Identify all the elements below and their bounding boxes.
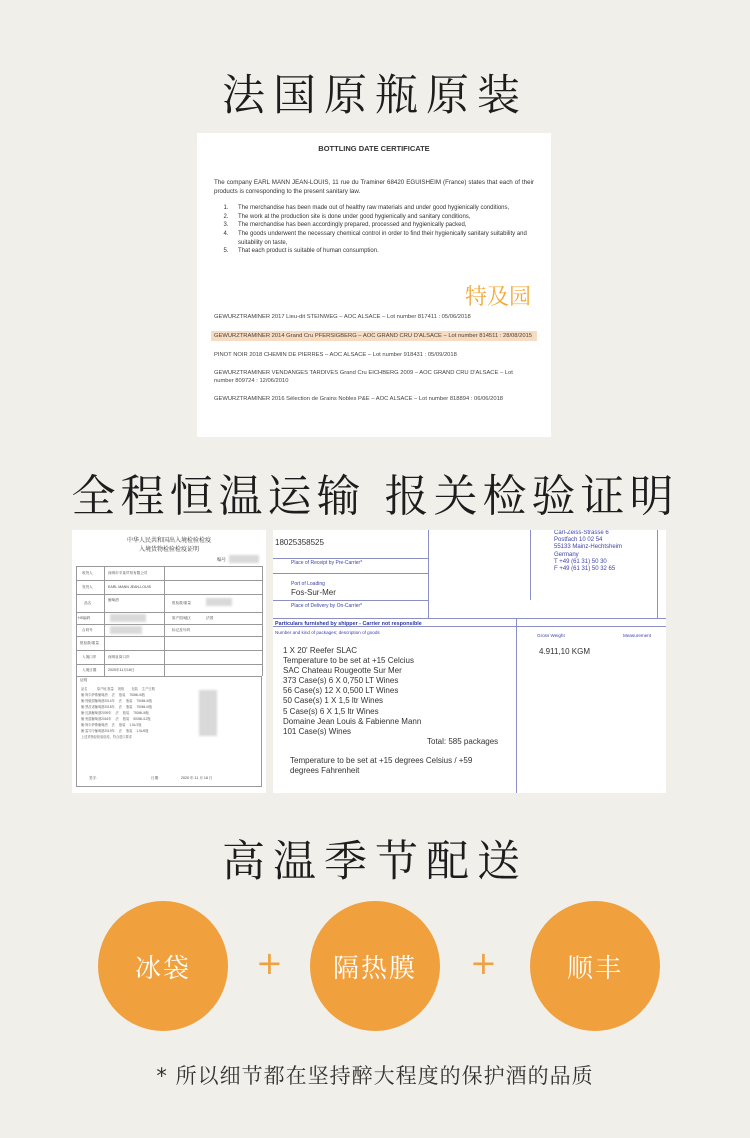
redaction-blur bbox=[206, 598, 232, 606]
table-label: 收货人 bbox=[82, 571, 93, 575]
footnote: * 所以细节都在坚持醉大程度的保护酒的品质 bbox=[156, 1064, 594, 1088]
wine-lot: GEWURZTRAMINER 2017 Lieu-dit STEINWEG – AOC ALSACE – Lot number 817411 : 05/06/2018 bbox=[214, 314, 471, 320]
certificate-item: 1. The merchandise has been made out of healthy raw materials and under good hygienically conditions, bbox=[223, 205, 510, 212]
cargo-line: 50 Case(s) 1 X 1,5 ltr Wines bbox=[283, 696, 384, 706]
measurement-header: Measurement bbox=[623, 633, 652, 638]
inspection-goods-box bbox=[76, 676, 262, 787]
table-label: 入境口岸 bbox=[82, 655, 97, 659]
cargo-description bbox=[283, 646, 421, 737]
wine-lot-list bbox=[214, 313, 534, 413]
goods-line: 葡·特级园葡萄酒2014年 法 瓶装 750ML/6瓶 bbox=[81, 699, 153, 703]
signature-label: 签字： bbox=[89, 776, 100, 780]
total-packages: Total: 585 packages bbox=[427, 737, 499, 746]
certificate-list bbox=[214, 204, 534, 256]
table-label: 标记及号码 bbox=[172, 628, 190, 632]
wine-lot: PINOT NOIR 2018 CHEMIN DE PIERRES – AOC ALSACE – Lot number 918431 : 05/09/2018 bbox=[214, 352, 457, 358]
cargo-line: SAC Chateau Rougeotte Sur Mer bbox=[283, 666, 402, 676]
table-label: 入境日期 bbox=[82, 668, 97, 672]
cargo-line: 56 Case(s) 12 X 0,500 LT Wines bbox=[283, 686, 399, 696]
sf-express-badge: 顺丰 bbox=[530, 901, 660, 1031]
redaction-blur bbox=[229, 555, 259, 563]
date-value: 2020 年 11 月 18 日 bbox=[181, 776, 213, 780]
goods-line: 葡·阿尔萨斯葡萄酒 法 瓶装 750ML/6瓶 bbox=[81, 693, 145, 697]
redaction-blur bbox=[110, 626, 142, 634]
table-value: EARL MANN JEAN-LOUIS bbox=[108, 585, 152, 589]
goods-line: 葡·阿尔萨斯葡萄酒 法 瓶装 1.5L/1瓶 bbox=[81, 723, 142, 727]
certificate-item: 5. That each product is suitable of human consumption. bbox=[223, 248, 379, 255]
inspection-table bbox=[76, 566, 262, 676]
plus-icon: + bbox=[256, 944, 283, 982]
date-label: 日期： bbox=[151, 776, 162, 780]
goods-line: 葡·迟摘葡萄酒2009年 法 瓶装 750ML/6瓶 bbox=[81, 711, 149, 715]
plus-icon: + bbox=[470, 944, 497, 982]
carrier-address: Carl-Zeiss-Strasse 6 Postfach 10 02 54 55133 Mainz-Hechtsheim Germany T +49 (61 31) 50 30 F +49 (61 31) 50 32 65 bbox=[554, 530, 623, 573]
heading-original-bottle: 法国原瓶原装 bbox=[222, 71, 528, 121]
packages-header: Number and kind of packages; description of goods bbox=[275, 630, 380, 635]
gross-weight-value: 4.911,10 KGM bbox=[539, 647, 590, 656]
table-value: 深圳皇岗口岸 bbox=[108, 655, 130, 659]
certificate-intro: The company EARL MANN JEAN-LOUIS, 11 rue du Traminer 68420 EGUISHEIM (France) states that each of their products is corresponding to the present sanitary law. bbox=[214, 179, 534, 195]
place-receipt-label: Place of Receipt by Pre-Carrier* bbox=[291, 560, 363, 566]
port-loading-value: Fos-Sur-Mer bbox=[291, 588, 336, 597]
port-loading-label: Port of Loading bbox=[291, 581, 325, 587]
cargo-line: Temperature to be set at +15 Celcius bbox=[283, 656, 414, 666]
phone-number: 18025358525 bbox=[275, 538, 324, 547]
inspection-number-label: 编号 bbox=[217, 557, 226, 562]
redaction-blur bbox=[110, 614, 146, 622]
table-value: 葡萄酒 bbox=[108, 598, 119, 602]
table-label: 报检数/重量 bbox=[80, 641, 99, 645]
section-label: 证明 bbox=[80, 678, 88, 682]
brand-watermark: 特及园 bbox=[464, 284, 531, 309]
temperature-note: degrees Fahrenheit bbox=[290, 766, 360, 775]
shipper-header: Particulars furnished by shipper - Carrier not responsible bbox=[275, 621, 422, 627]
goods-line: 上述货物经检验检疫，符合进口要求 bbox=[81, 735, 132, 739]
goods-line: 葡·贵腐葡萄酒2016年 法 瓶装 500ML/12瓶 bbox=[81, 717, 151, 721]
inspection-title: 中华人民共和国出入境检验检疫 bbox=[126, 538, 211, 544]
certificate-title: BOTTLING DATE CERTIFICATE bbox=[318, 144, 430, 153]
certificate-item: 2. The work at the production site is done under good hygienically and sanitary conditions, bbox=[223, 213, 471, 220]
heading-transport-customs: 全程恒温运输 报关检验证明 bbox=[71, 471, 679, 522]
goods-line: 葡·雷司令葡萄酒2019年 法 瓶装 1.5L/6瓶 bbox=[81, 729, 149, 733]
table-value: 深圳市辛某贸易有限公司 bbox=[108, 571, 148, 575]
shipping-document bbox=[273, 530, 666, 793]
table-value: 法国 bbox=[206, 616, 214, 620]
inspection-certificate bbox=[72, 530, 266, 793]
cargo-line: 1 X 20' Reefer SLAC bbox=[283, 646, 358, 655]
bottling-certificate bbox=[197, 133, 551, 437]
table-label: 发货人 bbox=[82, 585, 93, 589]
inspection-subtitle: 入境货物检验检疫证明 bbox=[138, 547, 199, 553]
gross-weight-header: Gross Weight bbox=[537, 633, 565, 638]
cargo-line: 373 Case(s) 6 X 0,750 LT Wines bbox=[283, 676, 399, 686]
insulation-film-badge: 隔热膜 bbox=[310, 901, 440, 1031]
place-delivery-label: Place of Delivery by On-Carrier* bbox=[291, 603, 363, 609]
wine-lot-highlighted: GEWURZTRAMINER 2014 Grand Cru PFERSIGBERG – AOC GRAND CRU D'ALSACE – Lot number 814511 : 28/08/2015 bbox=[211, 331, 537, 341]
table-label: HS编码 bbox=[78, 616, 91, 620]
goods-line: 葡·黑皮诺葡萄酒2018年 法 瓶装 750ML/6瓶 bbox=[81, 705, 153, 709]
wine-lot: GEWURZTRAMINER 2016 Sélection de Grains Nobles P&E – AOC ALSACE – Lot number 818894 : 06/06/2018 bbox=[214, 396, 504, 402]
table-label: 合同号 bbox=[82, 628, 93, 632]
ice-pack-badge: 冰袋 bbox=[98, 901, 228, 1031]
certificate-item: 3. The merchandise has been accordingly prepared, processed and hygienically packed, bbox=[223, 222, 467, 229]
table-label: 品名 bbox=[84, 601, 92, 605]
heading-delivery: 高温季节配送 bbox=[222, 837, 528, 887]
cargo-line: Domaine Jean Louis & Fabienne Mann bbox=[283, 716, 422, 726]
wine-lot: GEWURZTRAMINER VENDANGES TARDIVES Grand Cru EICHBERG 2009 – AOC GRAND CRU D'ALSACE – Lot number 809724 : 12/06/2010 bbox=[214, 370, 513, 384]
redaction-blur bbox=[199, 690, 217, 736]
goods-line: 品名 原产地 数量 规格 包装 生产日期 bbox=[81, 687, 155, 691]
certificate-item: 4. The goods underwent the necessary chemical control in order to find their hygienically sanitary suitability and suitability on taste, bbox=[223, 230, 527, 246]
table-label: 报检数/重量 bbox=[172, 601, 191, 605]
table-value: 2020年11月18日 bbox=[108, 668, 135, 672]
cargo-line: 101 Case(s) Wines bbox=[283, 726, 352, 736]
table-label: 原产国/地区 bbox=[172, 616, 191, 620]
temperature-note: Temperature to be set at +15 degrees Celsius / +59 bbox=[290, 756, 473, 765]
cargo-line: 5 Case(s) 6 X 1,5 ltr Wines bbox=[283, 706, 379, 716]
